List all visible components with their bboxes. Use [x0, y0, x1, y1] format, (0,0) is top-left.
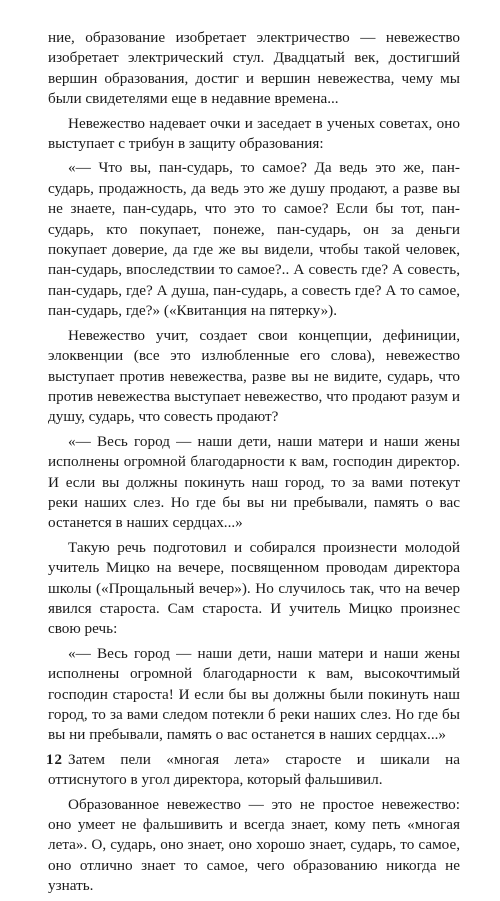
paragraph: Такую речь подготовил и собирался произнести молодой учитель Мицко на вечере, посвященном проводам директора школы («Прощальный вечер»). Но случилось так, что на вечер явился староста. Сам староста. И учитель Мицко произнес свою речь: [48, 538, 460, 638]
quote-paragraph: «— Что вы, пан-сударь, то самое? Да ведь это же, пан-сударь, продажность, да ведь это же душу продают, а разве вы не знаете, пан-сударь, что это то самое? Если бы тот, пан-сударь, кто покупает, понеже, пан-сударь, он за деньги покупает доверие, да где же вы видели, чтобы такой человек, пан-сударь, впоследствии то самое?.. А совесть где? А совесть, пан-сударь, где? А душа, пан-сударь, а совесть где? А то самое, пан-сударь, где?» («Квитанция на пятерку»). [48, 159, 460, 320]
paragraph: Затем пели «многая лета» старосте и шикали на оттиснутого в угол директора, который фальшивил. [48, 750, 460, 789]
paragraph: Образованное невежество — это не простое невежество: оно умеет не фальшивить и всегда знает, кому петь «многая лета». О, сударь, оно знает, оно хорошо знает, сударь, то самое, оно отлично знает то самое, чего образованию никогда не узнать. [48, 795, 460, 895]
quote-paragraph: «— Весь город — наши дети, наши матери и наши жены исполнены огромной благодарности к вам, господин директор. И если вы должны покинуть наш город, то за вами потекут реки наших слез. Но где бы вы ни пребывали, память о вас останется в наших сердцах...» [48, 432, 460, 532]
paragraph: Невежество учит, создает свои концепции, дефиниции, элоквенции (все это излюбленные его слова), невежество выступает против невежества, разве вы не видите, сударь, что против невежества выступает невежество, что продают разум и душу, сударь, что совесть продают? [48, 326, 460, 426]
paragraph-continuation: ние, образование изобретает электричество — невежество изобретает электрический стул. Двадцатый век, достигший вершин образования, достиг и вершин невежества, чему мы были свидетелями еще в недавние времена... [48, 29, 460, 108]
quote-paragraph: «— Весь город — наши дети, наши матери и наши жены исполнены огромной благодарности к вам, высокочтимый господин староста! И если бы вы должны были покинуть наш город, то за вами следом потекли б реки наших слез. Но где бы вы ни пребывали, память о вас останется в наших сердцах...» [48, 644, 460, 744]
page-number: 12 [46, 752, 63, 768]
paragraph: Невежество надевает очки и заседает в ученых советах, оно выступает с трибун в защиту образования: [48, 114, 460, 153]
page-body [48, 28, 460, 901]
